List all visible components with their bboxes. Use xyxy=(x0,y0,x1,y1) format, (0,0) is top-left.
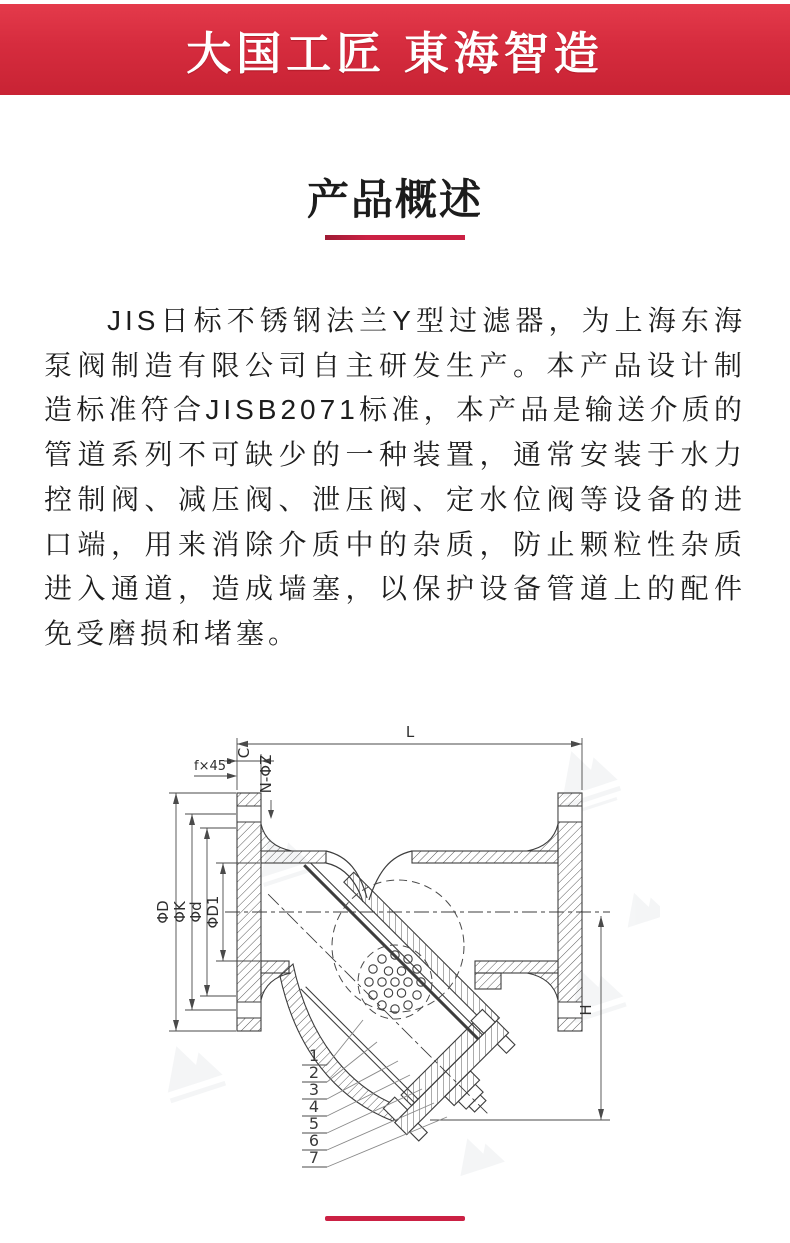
dimension-annotations xyxy=(154,723,610,1120)
screen-perforations xyxy=(365,951,425,1013)
bolt-hole-bottom-left xyxy=(237,1002,261,1018)
callout-1: 1 xyxy=(308,1046,320,1065)
bottom-divider xyxy=(325,1216,465,1221)
callout-2: 2 xyxy=(308,1063,320,1082)
funnel-curve-right xyxy=(369,851,412,900)
dim-label-phiK: ΦK xyxy=(171,901,189,923)
title-underline xyxy=(325,235,465,240)
product-description: JIS日标不锈钢法兰Y型过滤器，为上海东海泵阀制造有限公司自主研发生产。本产品设计制造标准符合JISB2071标准，本产品是输送介质的管道系列不可缺少的一种装置，通常安装于水力控制阀、减压阀、泄压阀、定水位阀等设备的进口端，用来消除介质中的杂质，防止颗粒性杂质进入通道，造成墙塞，以保护设备管道上的配件免受磨损和堵塞。 xyxy=(44,305,746,649)
callout-7: 7 xyxy=(308,1148,320,1167)
header-banner-title: 大国工匠 東海智造 xyxy=(186,28,604,79)
callout-4: 4 xyxy=(308,1097,320,1116)
dim-label-phiD: ΦD xyxy=(154,900,172,924)
page-title: 产品概述 xyxy=(306,176,483,223)
pipe-top-wall-right xyxy=(412,851,558,863)
hub-fillet-br xyxy=(527,973,558,1000)
callout-5: 5 xyxy=(308,1114,320,1133)
pipe-bottom-wall-right xyxy=(475,961,558,973)
dim-label-bolt-holes: N-ΦZ xyxy=(257,754,275,794)
strainer-screen-line xyxy=(304,865,478,1039)
pipe-top-wall-left xyxy=(261,851,326,863)
basket-projection-circle xyxy=(332,880,464,1012)
bolt-hole-top-left xyxy=(237,806,261,822)
pipe-bottom-wall-left xyxy=(261,961,289,973)
branch-root-boss xyxy=(475,973,501,989)
callout-6: 6 xyxy=(308,1131,320,1150)
y-strainer-diagram xyxy=(130,658,660,1193)
dim-label-phid: Φd xyxy=(187,901,205,923)
dim-label-H: H xyxy=(577,1004,595,1016)
header-banner xyxy=(0,4,790,95)
dim-label-C: C xyxy=(235,747,253,759)
bolt-hole-top-right xyxy=(558,806,582,822)
strainer-screen xyxy=(332,880,464,1019)
branch-bowl-wall xyxy=(280,964,400,1121)
dim-label-chamfer: f×45° xyxy=(194,759,233,774)
dim-label-phiD1: ΦD1 xyxy=(204,895,222,929)
callout-3: 3 xyxy=(308,1080,320,1099)
dim-label-L: L xyxy=(405,723,415,741)
hub-fillet-tr xyxy=(527,824,558,851)
